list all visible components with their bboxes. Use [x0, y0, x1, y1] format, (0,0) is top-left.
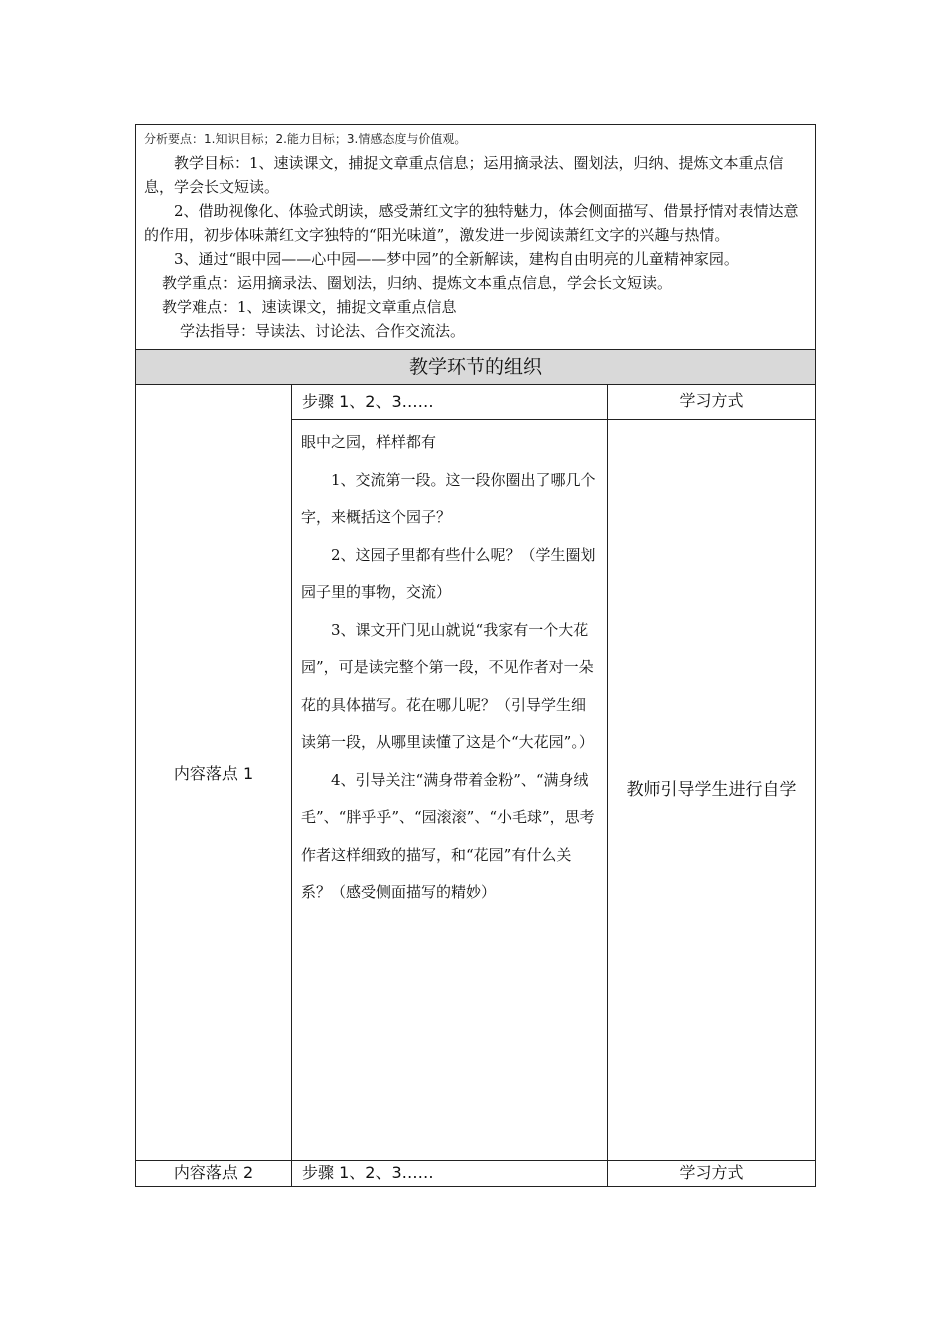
learning-mode-header: 学习方式: [608, 385, 816, 420]
section-title: 教学环节的组织: [136, 350, 816, 385]
step-2: 2、这园子里都有些什么呢？（学生圈划园子里的事物，交流）: [301, 545, 596, 601]
content-point-2-mode-header: 学习方式: [608, 1161, 816, 1187]
lesson-plan-document: [135, 124, 815, 1187]
column-header-row: [136, 385, 816, 420]
teaching-key-point: 教学重点：运用摘录法、圈划法，归纳、提炼文本重点信息，学会长文短读。: [162, 274, 673, 292]
lesson-plan-table: [135, 124, 816, 1187]
steps-header: 步骤 1、2、3……: [292, 385, 608, 420]
step-4: 4、引导关注“满身带着金粉”、“满身绒毛”、“胖乎乎”、“园滚滚”、“小毛球”，思考作者这样细致的描写，和“花园”有什么关系？（感受侧面描写的精妙）: [301, 770, 595, 901]
analysis-hint: 分析要点：1.知识目标；2.能力目标；3.情感态度与价值观。: [144, 132, 467, 146]
content-point-1-label: 内容落点 1: [136, 385, 292, 1161]
step-3: 3、课文开门见山就说“我家有一个大花园”，可是读完整个第一段，不见作者对一朵花的具体描写。花在哪儿呢？（引导学生细读第一段，从哪里读懂了这是个“大花园”。）: [301, 620, 594, 751]
content-point-1-mode: 教师引导学生进行自学: [608, 420, 816, 1161]
content-point-1-steps: [292, 420, 608, 1161]
content-point-1-title: 眼中之园，样样都有: [301, 433, 437, 451]
analysis-cell: [136, 125, 816, 350]
content-point-2-label: 内容落点 2: [136, 1161, 292, 1187]
section-header-row: [136, 350, 816, 385]
analysis-row: [136, 125, 816, 350]
content-point-2-row: [136, 1161, 816, 1187]
teaching-goal-2: 2、借助视像化、体验式朗读，感受萧红文字的独特魅力，体会侧面描写、借景抒情对表情达意的作用，初步体味萧红文字独特的“阳光味道”，激发进一步阅读萧红文字的兴趣与热情。: [144, 202, 799, 244]
content-point-2-steps-header: 步骤 1、2、3……: [292, 1161, 608, 1187]
teaching-goal-3: 3、通过“眼中园——心中园——梦中园”的全新解读，建构自由明亮的儿童精神家园。: [174, 250, 739, 268]
teaching-difficulty: 教学难点：1、速读课文，捕捉文章重点信息: [162, 298, 457, 316]
teaching-goal-1: 教学目标：1、速读课文，捕捉文章重点信息；运用摘录法、圈划法，归纳、提炼文本重点信息，学会长文短读。: [144, 154, 784, 196]
learning-method: 学法指导：导读法、讨论法、合作交流法。: [180, 322, 466, 340]
step-1: 1、交流第一段。这一段你圈出了哪几个字，来概括这个园子？: [301, 470, 596, 526]
